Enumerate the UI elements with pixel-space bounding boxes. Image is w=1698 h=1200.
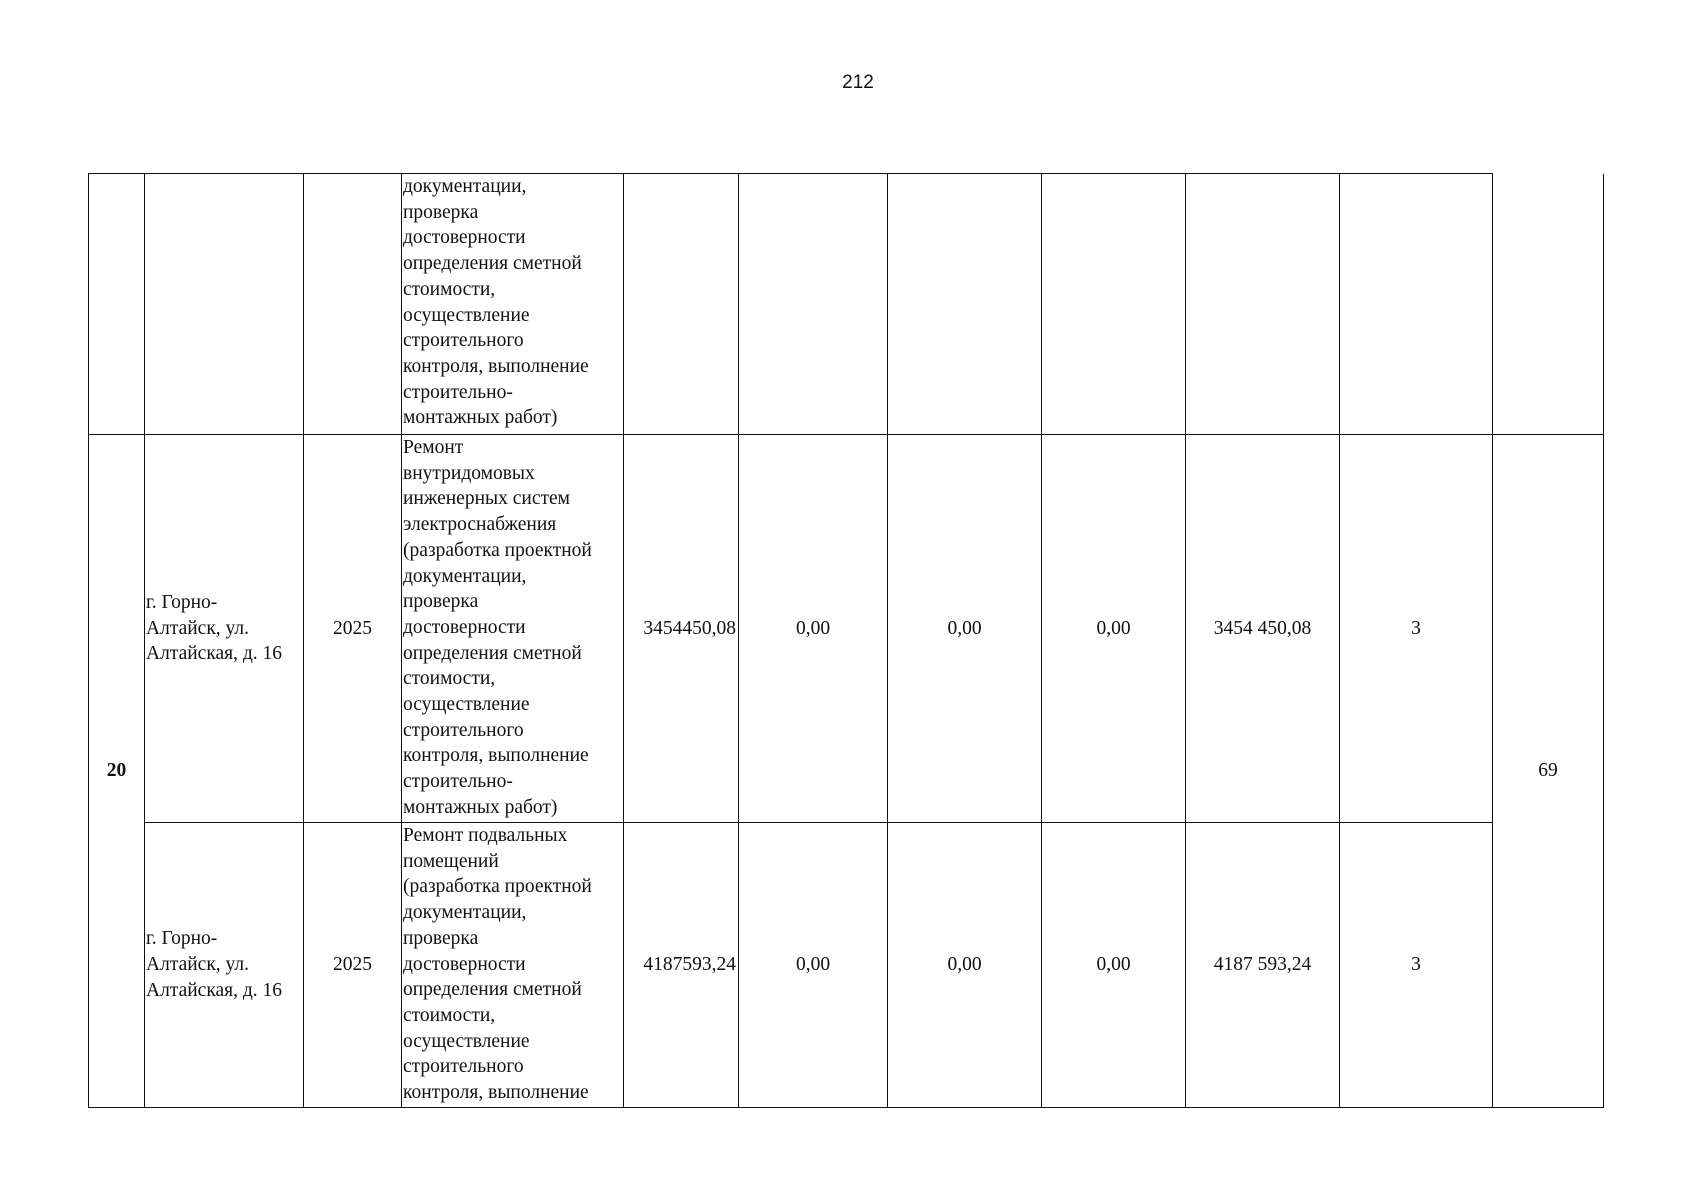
text-line: (разработка проектной [403, 876, 592, 898]
cell-col9 [1340, 174, 1493, 435]
text-line: инженерных систем [403, 488, 571, 510]
text-line: проверка [403, 201, 479, 223]
text-line: определения сметной [403, 979, 582, 1001]
text-line: внутридомовых [403, 462, 535, 484]
cell-year [304, 174, 402, 435]
text-line: осуществление [403, 304, 530, 326]
text-line: контроля, выполнение [403, 745, 589, 767]
text-line: Алтайск, ул. [146, 617, 250, 639]
text-line: достоверности [403, 953, 526, 975]
cell-col7 [1042, 174, 1186, 435]
text-line: помещений [403, 850, 499, 872]
text-line: контроля, выполнение [403, 1082, 589, 1104]
cell-address [145, 435, 304, 823]
cell-col5: 0,00 [739, 823, 888, 1108]
cell-address [145, 174, 304, 435]
text-line: стоимости, [403, 668, 496, 690]
text-line: проверка [403, 591, 479, 613]
text-line: Ремонт подвальных [403, 825, 568, 846]
text-line: (разработка проектной [403, 539, 592, 561]
text-line: достоверности [403, 616, 526, 638]
text-line: Алтайск, ул. [146, 954, 250, 976]
text-line: контроля, выполнение [403, 355, 589, 377]
text-line: строительно- [403, 771, 513, 793]
text-line: осуществление [403, 694, 530, 716]
cell-year: 2025 [304, 435, 402, 823]
cell-col6: 0,00 [888, 823, 1042, 1108]
text-line: Алтайская, д. 16 [146, 979, 283, 1001]
text-line: стоимости, [403, 278, 496, 300]
page-number: 212 [842, 72, 874, 93]
cell-col9: 3 [1340, 435, 1493, 823]
text-line: документации, [403, 565, 527, 587]
cell-description [402, 435, 624, 823]
text-line: строительного [403, 719, 524, 741]
text-line: проверка [403, 927, 479, 949]
cell-description [402, 823, 624, 1108]
cell-address [145, 823, 304, 1108]
text-line: строительного [403, 330, 524, 352]
cell-col5: 0,00 [739, 435, 888, 823]
text-line: г. Горно- [146, 591, 218, 613]
text-line: документации, [403, 902, 527, 924]
cell-col8 [1186, 174, 1340, 435]
cell-description [402, 174, 624, 435]
cell-col7: 0,00 [1042, 823, 1186, 1108]
text-line: осуществление [403, 1030, 530, 1052]
table-row [89, 435, 1604, 823]
text-line: стоимости, [403, 1004, 496, 1026]
cell-col6: 0,00 [888, 435, 1042, 823]
cell-total: 4187593,24 [624, 823, 739, 1108]
cell-year: 2025 [304, 823, 402, 1108]
text-line: монтажных работ) [403, 407, 558, 429]
cell-index: 20 [89, 435, 145, 1108]
text-line: г. Горно- [146, 928, 218, 950]
cell-col10: 69 [1493, 435, 1604, 1108]
cell-col5 [739, 174, 888, 435]
cell-total [624, 174, 739, 435]
text-line: Ремонт [403, 437, 464, 458]
cell-index [89, 174, 145, 435]
cell-col9: 3 [1340, 823, 1493, 1108]
text-line: определения сметной [403, 253, 582, 275]
cell-col8: 4187 593,24 [1186, 823, 1340, 1108]
text-line: определения сметной [403, 642, 582, 664]
text-line: документации, [403, 176, 527, 197]
text-line: электроснабжения [403, 514, 557, 536]
text-line: монтажных работ) [403, 796, 558, 818]
text-line: строительного [403, 1056, 524, 1078]
cell-col7: 0,00 [1042, 435, 1186, 823]
table-row [89, 174, 1604, 435]
cell-col8: 3454 450,08 [1186, 435, 1340, 823]
text-line: достоверности [403, 227, 526, 249]
cell-col6 [888, 174, 1042, 435]
works-table [88, 173, 1604, 1108]
text-line: строительно- [403, 381, 513, 403]
cell-col10 [1493, 174, 1604, 435]
text-line: Алтайская, д. 16 [146, 643, 283, 665]
table-row [89, 823, 1604, 1108]
cell-total: 3454450,08 [624, 435, 739, 823]
